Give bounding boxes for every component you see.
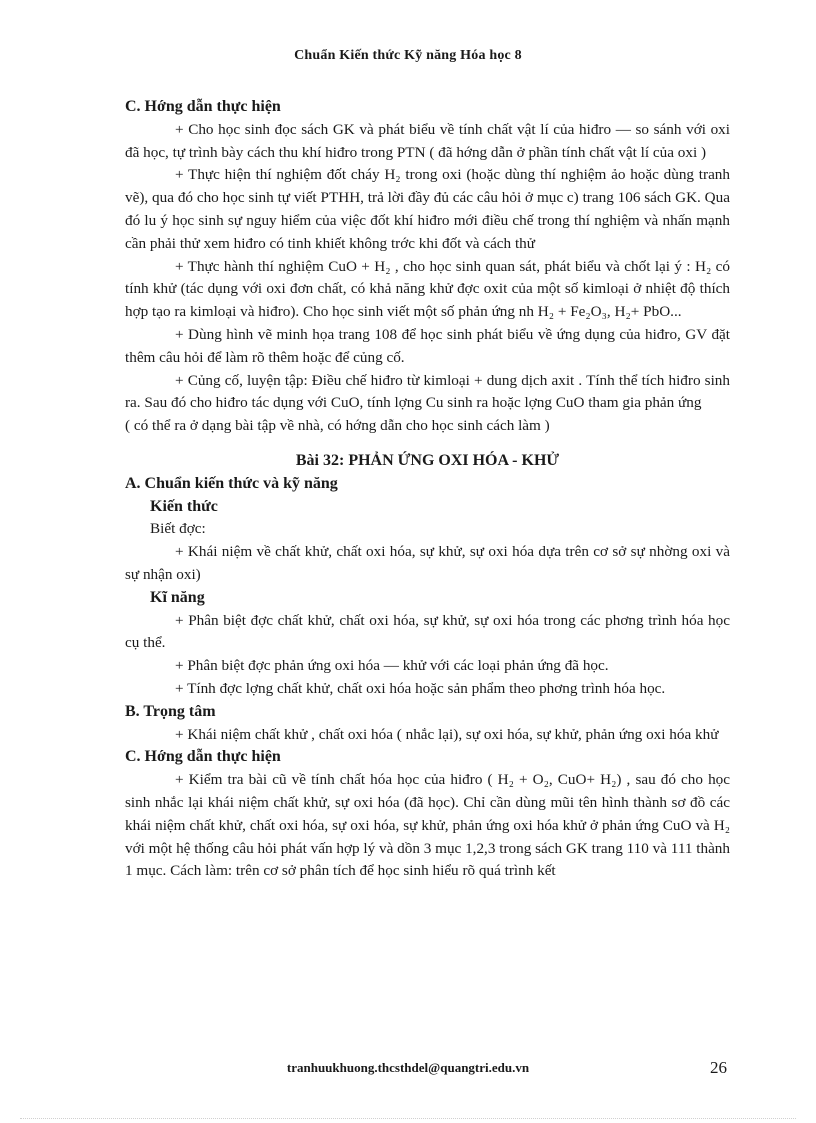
section-heading: C. Hớng dẫn thực hiện [125,98,281,115]
paragraph: + Tính đợc lợng chất khử, chất oxi hóa hoặc sản phẩm theo phơng trình hóa học. [175,679,666,697]
paragraph: + Kiểm tra bài cũ về tính chất hóa học của hiđro ( H₂ + O₂, CuO+ H₂) , sau đó cho học sinh nhắc lại khái niệm chất khử, sự oxi hóa (đã học). Chỉ cần dùng mũi tên hình thành sơ đồ các khái niệm chất khử, chất oxi hóa, sự oxi hóa, sự khử, phản ứng oxi hóa khử ở phản ứng CuO và H₂ với một hệ thống câu hỏi phát vấn hợp lý và dồn 3 mục 1,2,3 trong sách GK trang 110 và 111 thành 1 mục. Cách làm: trên cơ sở phân tích để học sinh hiểu rõ quá trình kết [125,771,730,880]
page-number: 26 [710,1058,727,1077]
section-heading: B. Trọng tâm [125,702,216,720]
subsection-heading: Kĩ năng [150,588,205,606]
page-content [125,96,730,883]
page-header: Chuẩn Kiến thức Kỹ năng Hóa học 8 [294,48,522,63]
section-heading: C. Hớng dẫn thực hiện [125,748,281,766]
paragraph: + Khái niệm về chất khử, chất oxi hóa, sự khử, sự oxi hóa dựa trên cơ sở sự nhờng oxi và sự nhận oxi) [125,543,730,583]
paragraph: + Phân biệt đợc phản ứng oxi hóa — khử với các loại phản ứng đã học. [175,657,609,675]
paragraph: + Phân biệt đợc chất khử, chất oxi hóa, sự khử, sự oxi hóa trong các phơng trình hóa học cụ thể. [125,611,730,652]
paragraph: + Cho học sinh đọc sách GK và phát biểu về tính chất vật lí của hiđro — so sánh với oxi đã học, tự trình bày cách thu khí hiđro trong PTN ( đã hớng dẫn ở phần tính chất vật lí của oxi ) [125,120,730,161]
footer-email: tranhuukhuong.thcsthdel@quangtri.edu.vn [286,1060,530,1075]
page-divider [20,1118,796,1119]
paragraph: + Khái niệm chất khử , chất oxi hóa ( nhắc lại), sự oxi hóa, sự khử, phản ứng oxi hóa khử [175,725,719,743]
paragraph: + Thực hành thí nghiệm CuO + H₂ , cho học sinh quan sát, phát biểu và chốt lại ý : H₂ có tính khử (tác dụng với oxi đơn chất, có khả năng khử đợc oxit của một số kimloại ở nhiệt độ thích hợp tạo ra kimloại và hiđro). Cho học sinh viết một số phản ứng nh H₂ + Fe₂O₃, H₂+ PbO... [125,257,730,321]
lesson-title: Bài 32: PHẢN ỨNG OXI HÓA - KHỬ [295,451,560,469]
paragraph: + Dùng hình vẽ minh họa trang 108 để học sinh phát biểu về ứng dụng của hiđro, GV đặt thêm câu hỏi để làm rõ thêm hoặc để củng cố. [125,325,730,366]
section-heading: A. Chuẩn kiến thức và kỹ năng [125,474,338,492]
paragraph: + Thực hiện thí nghiệm đốt cháy H₂ trong oxi (hoặc dùng thí nghiệm ảo hoặc dùng tranh vẽ), qua đó cho học sinh tự viết PTHH, trả lời đầy đủ các câu hỏi ở mục c) trang 106 sách GK. Qua đó lu ý học sinh sự nguy hiểm của việc đốt khí hiđro mới điều chế trong thí nghiệm và nhấn mạnh cần phải thử xem hiđro có tinh khiết không trớc khi đốt và cách thử [125,166,730,252]
paragraph: + Củng cố, luyện tập: Điều chế hiđro từ kimloại + dung dịch axit . Tính thể tích hiđro sinh ra. Sau đó cho hiđro tác dụng với CuO, tính lợng Cu sinh ra hoặc lợng CuO tham gia phản ứng [125,371,730,412]
subsection-heading: Kiến thức [150,497,218,515]
paragraph: Biết đợc: [150,520,206,538]
paragraph: ( có thể ra ở dạng bài tập về nhà, có hớng dẫn cho học sinh cách làm ) [125,417,550,435]
